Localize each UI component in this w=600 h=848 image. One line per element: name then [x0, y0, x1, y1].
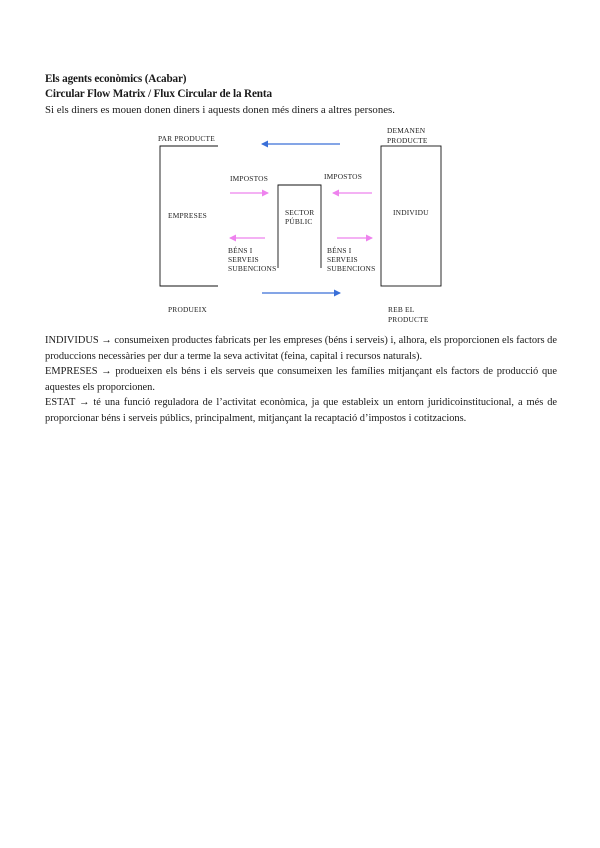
document-subtitle: Circular Flow Matrix / Flux Circular de la Renta — [45, 88, 272, 100]
term-estat: ESTAT → — [45, 397, 90, 408]
sector-public-box — [278, 185, 321, 268]
label-bens-left-3: SUBENCIONS — [228, 264, 277, 273]
term-empreses: EMPRESES → — [45, 366, 112, 377]
label-demanen-producte: PRODUCTE — [387, 136, 428, 145]
paragraph-estat — [45, 395, 557, 426]
label-produeix: PRODUEIX — [168, 305, 207, 314]
label-public: PÚBLIC — [285, 217, 313, 226]
term-individus: INDIVIDUS → — [45, 335, 112, 346]
text-estat: té una funció reguladora de l’activitat econòmica, ja que estableix un entorn juridicoinstitucional, a més de proporcionar béns i serveis públics, principalment, mitjançant la recaptació d’impostos i cotitzacions. — [45, 397, 558, 424]
label-sector: SECTOR — [285, 208, 315, 217]
label-par-producte: PAR PRODUCTE — [158, 134, 215, 143]
label-impostos-right: IMPOSTOS — [324, 172, 363, 181]
label-bens-right-3: SUBENCIONS — [327, 264, 376, 273]
label-bens-left-2: SERVEIS — [228, 255, 259, 264]
circular-flow-diagram — [150, 122, 450, 337]
label-bens-right-2: SERVEIS — [327, 255, 358, 264]
label-bens-right-1: BÉNS I — [327, 246, 352, 255]
label-empreses: EMPRESES — [168, 211, 207, 220]
text-empreses: produeixen els béns i els serveis que consumeixen les famílies mitjançant els factors de producció que aquestes els proporcionen. — [45, 366, 557, 393]
label-individu: INDIVIDU — [393, 208, 429, 217]
circular-flow-svg — [150, 122, 450, 332]
paragraph-empreses — [45, 364, 557, 395]
label-reb-producte: PRODUCTE — [388, 315, 429, 324]
intro-sentence: Si els diners es mouen donen diners i aquests donen més diners a altres persones. — [45, 104, 395, 116]
label-demanen: DEMANEN — [387, 126, 426, 135]
label-reb-el: REB EL — [388, 305, 415, 314]
paragraph-individus — [45, 333, 557, 364]
document-title: Els agents econòmics (Acabar) — [45, 73, 187, 85]
text-individus: consumeixen productes fabricats per les empreses (béns i serveis) i, alhora, els proporcionen els factors de produccions necessàries per dur a terme la seva activitat (feina, capital i recursos naturals). — [45, 335, 557, 362]
label-bens-left-1: BÉNS I — [228, 246, 253, 255]
label-impostos-left: IMPOSTOS — [230, 174, 269, 183]
